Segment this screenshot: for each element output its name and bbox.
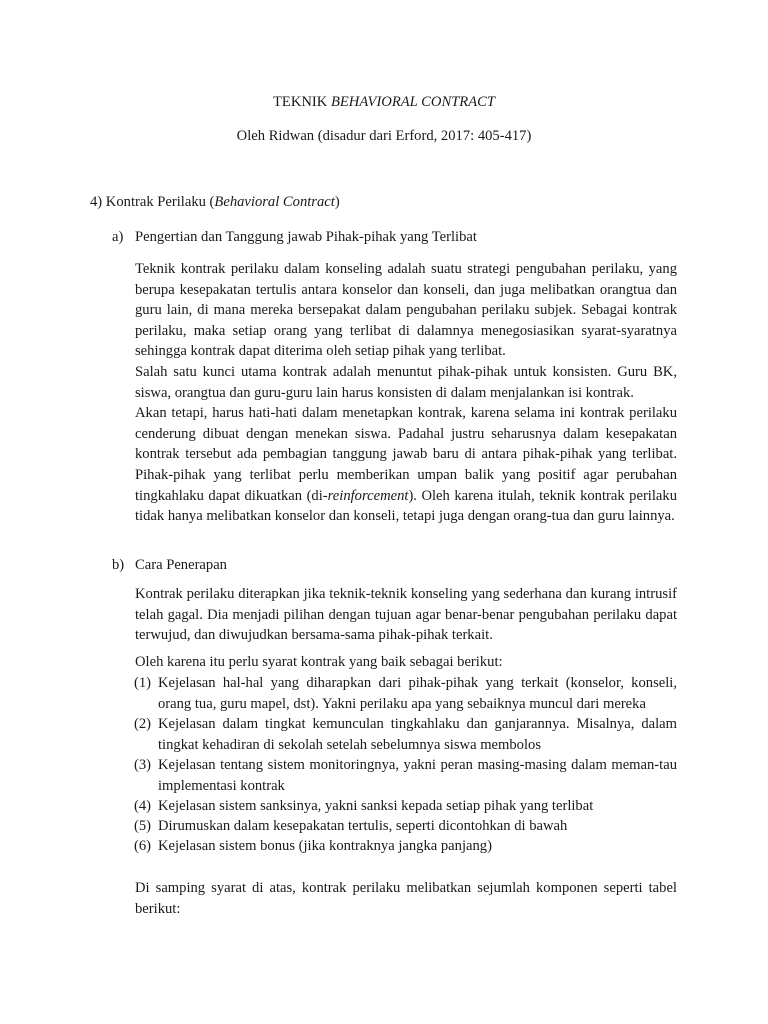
list-item: Kejelasan dalam tingkat kemunculan tingkahlaku dan ganjarannya. Misalnya, dalam tingkat kehadiran di sekolah setelah sebelumnya siswa membolos <box>158 716 677 753</box>
sub-a-heading: Pengertian dan Tanggung jawab Pihak-pihak yang Terlibat <box>135 229 477 245</box>
list-item: Kejelasan sistem bonus (jika kontraknya jangka panjang) <box>158 838 492 854</box>
paragraph: Salah satu kunci utama kontrak adalah menuntut pihak-pihak untuk konsisten. Guru BK, siswa, orangtua dan guru-guru lain harus konsisten di dalam menjalankan isi kontrak. <box>135 363 677 401</box>
sub-b-marker: b) <box>112 557 125 573</box>
section-heading <box>90 192 340 213</box>
list-item: Kejelasan sistem sanksinya, yakni sanksi kepada setiap pihak yang terlibat <box>158 798 594 814</box>
list-number: (2) <box>134 716 152 732</box>
sub-b-heading: Cara Penerapan <box>135 557 227 573</box>
sub-a-marker: a) <box>112 229 124 245</box>
list-intro: Oleh karena itu perlu syarat kontrak yang baik sebagai berikut: <box>135 654 503 670</box>
title-italic: BEHAVIORAL CONTRACT <box>330 94 495 110</box>
paragraph <box>135 403 677 527</box>
paragraph-text: Akan tetapi, harus hati-hati dalam menetapkan kontrak, karena selama ini kontrak perilaku cenderung dibuat dengan menekan siswa. Padahal justru seharusnya dalam kesepakatan kontrak tersebut ada pembagian tanggung jawab baru di antara pihak-pihak yang terlibat. Pihak-pihak yang terlibat perlu memberikan umpan balik yang positif agar perubahan tingkahlaku dapat dikuatkan (di- <box>135 405 677 504</box>
byline: Oleh Ridwan (disadur dari Erford, 2017: 405-417) <box>236 128 532 144</box>
list-item: Kejelasan hal-hal yang diharapkan dari pihak-pihak yang terkait (konselor, konseli, orang tua, guru mapel, dst). Yakni perilaku apa yang sebaiknya muncul dari mereka <box>158 675 677 712</box>
section-label: 4) Kontrak Perilaku ( <box>90 194 215 210</box>
list-item: Kejelasan tentang sistem monitoringnya, yakni peran masing-masing dalam meman-tau implementasi kontrak <box>158 757 677 794</box>
closing-paragraph: Di samping syarat di atas, kontrak perilaku melibatkan sejumlah komponen seperti tabel berikut: <box>135 880 677 917</box>
sub-b-paragraph: Kontrak perilaku diterapkan jika teknik-teknik konseling yang sederhana dan kurang intrusif telah gagal. Dia menjadi pilihan dengan tujuan agar benar-benar pengubahan perilaku dapat terwujud, dan diwujudkan bersama-sama pihak-pihak terkait. <box>135 586 677 644</box>
list-number: (3) <box>134 757 152 773</box>
paragraph: Teknik kontrak perilaku dalam konseling adalah suatu strategi pengubahan perilaku, yang berupa kesepakatan tertulis antara konselor dan konseli, dan juga melibatkan orangtua dan guru lain, di mana mereka bersepakat dalam pengubahan perilaku subjek. Sebagai kontrak perilaku, maka setiap orang yang terlibat di dalamnya menegosiasikan syarat-syaratnya sehingga kontrak dapat diterima oleh setiap pihak yang terlibat. <box>135 261 677 360</box>
list-item: Dirumuskan dalam kesepakatan tertulis, seperti dicontohkan di bawah <box>158 818 568 834</box>
paragraph-text: ). Oleh karena itulah, teknik kontrak perilaku tidak hanya melibatkan konselor dan konseli, tetapi juga dengan orang-tua dan guru lainnya. <box>135 487 677 525</box>
list-number: (1) <box>134 675 152 691</box>
title-prefix: TEKNIK <box>273 94 331 110</box>
list-number: (5) <box>134 818 152 834</box>
sub-a-body <box>135 259 677 527</box>
section-label-italic: Behavioral Contract <box>214 194 335 210</box>
document-title <box>0 92 768 113</box>
section-label-end: ) <box>334 194 340 210</box>
italic-term: reinforcement <box>327 487 409 504</box>
list-number: (4) <box>134 798 152 814</box>
list-number: (6) <box>134 838 152 854</box>
